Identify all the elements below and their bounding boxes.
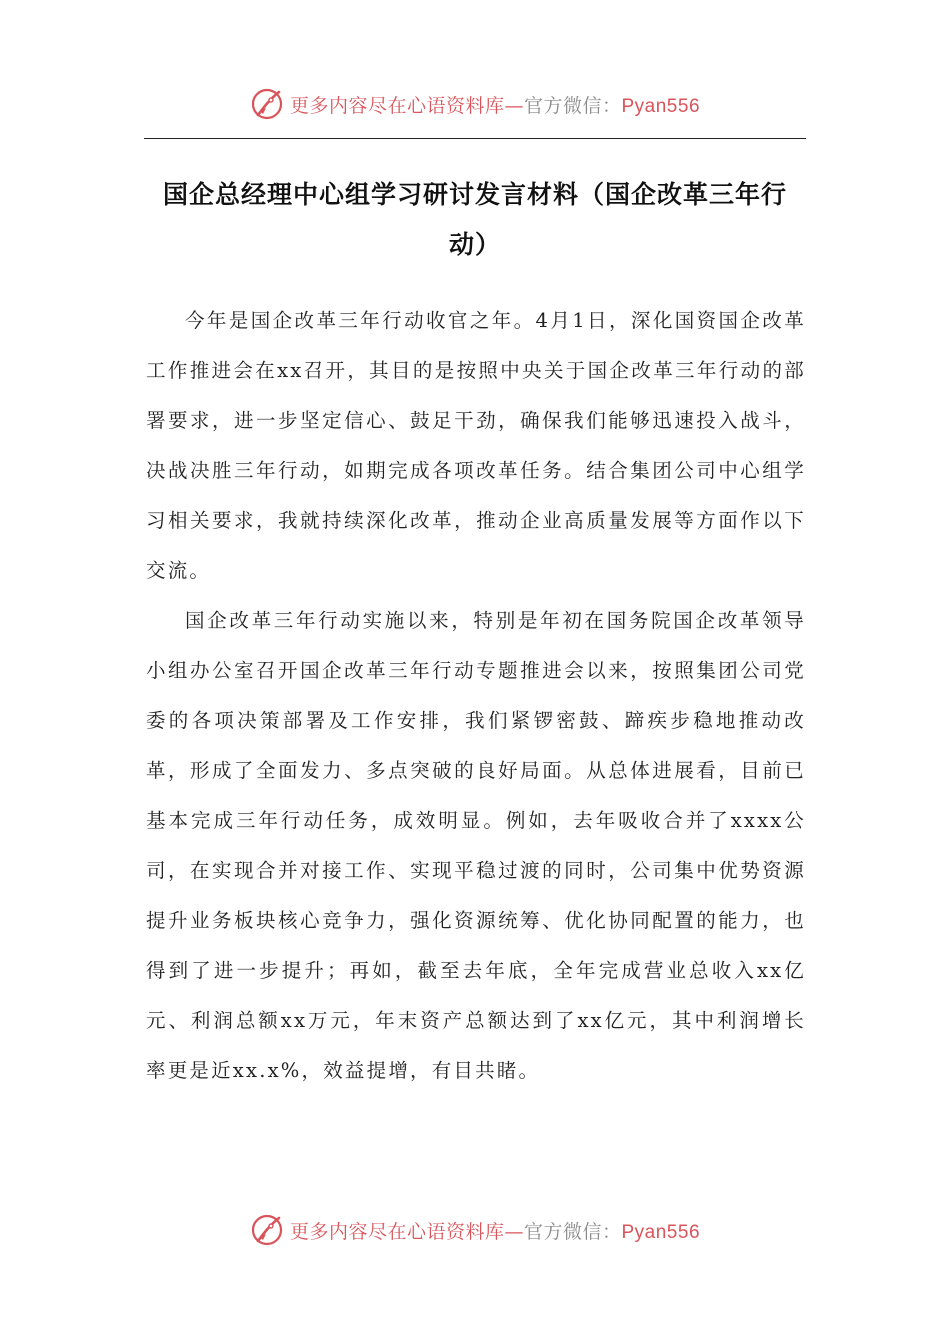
header-divider (144, 138, 806, 139)
banner-dash: — (504, 94, 524, 117)
site-name: 更多内容尽在心语资料库 (289, 1220, 505, 1243)
footer-banner (0, 1210, 950, 1250)
header-banner-content (250, 87, 700, 121)
official-wechat-label: 官方微信： (523, 94, 622, 117)
official-wechat-label: 官方微信： (523, 1220, 622, 1243)
banner-dash: — (504, 1220, 524, 1243)
pen-nib-logo-icon (250, 1213, 284, 1247)
pen-nib-logo-icon (250, 87, 284, 121)
footer-banner-text (290, 1217, 700, 1244)
paragraph-1: 今年是国企改革三年行动收官之年。4月1日，深化国资国企改革工作推进会在xx召开，其目的是按照中央关于国企改革三年行动的部署要求，进一步坚定信心、鼓足干劲，确保我们能够迅速投入战斗，决战决胜三年行动，如期完成各项改革任务。结合集团公司中心组学习相关要求，我就持续深化改革，推动企业高质量发展等方面作以下交流。 (146, 309, 806, 582)
document-body (146, 296, 806, 1096)
footer-banner-content (250, 1213, 700, 1247)
document-title: 国企总经理中心组学习研讨发言材料（国企改革三年行动） (162, 180, 787, 259)
paragraph-2: 国企改革三年行动实施以来，特别是年初在国务院国企改革领导小组办公室召开国企改革三年行动专题推进会以来，按照集团公司党委的各项决策部署及工作安排，我们紧锣密鼓、蹄疾步稳地推动改革，形成了全面发力、多点突破的良好局面。从总体进展看，目前已基本完成三年行动任务，成效明显。例如，去年吸收合并了xxxx公司，在实现合并对接工作、实现平稳过渡的同时，公司集中优势资源提升业务板块核心竞争力，强化资源统筹、优化协同配置的能力，也得到了进一步提升；再如，截至去年底，全年完成营业总收入xx亿元、利润总额xx万元，年末资产总额达到了xx亿元，其中利润增长率更是近xx.x%，效益提增，有目共睹。 (146, 609, 806, 1082)
header-banner (0, 84, 950, 124)
wechat-id: Pyan556 (621, 1221, 701, 1243)
header-banner-text (290, 91, 700, 118)
site-name: 更多内容尽在心语资料库 (289, 94, 505, 117)
wechat-id: Pyan556 (621, 95, 701, 117)
